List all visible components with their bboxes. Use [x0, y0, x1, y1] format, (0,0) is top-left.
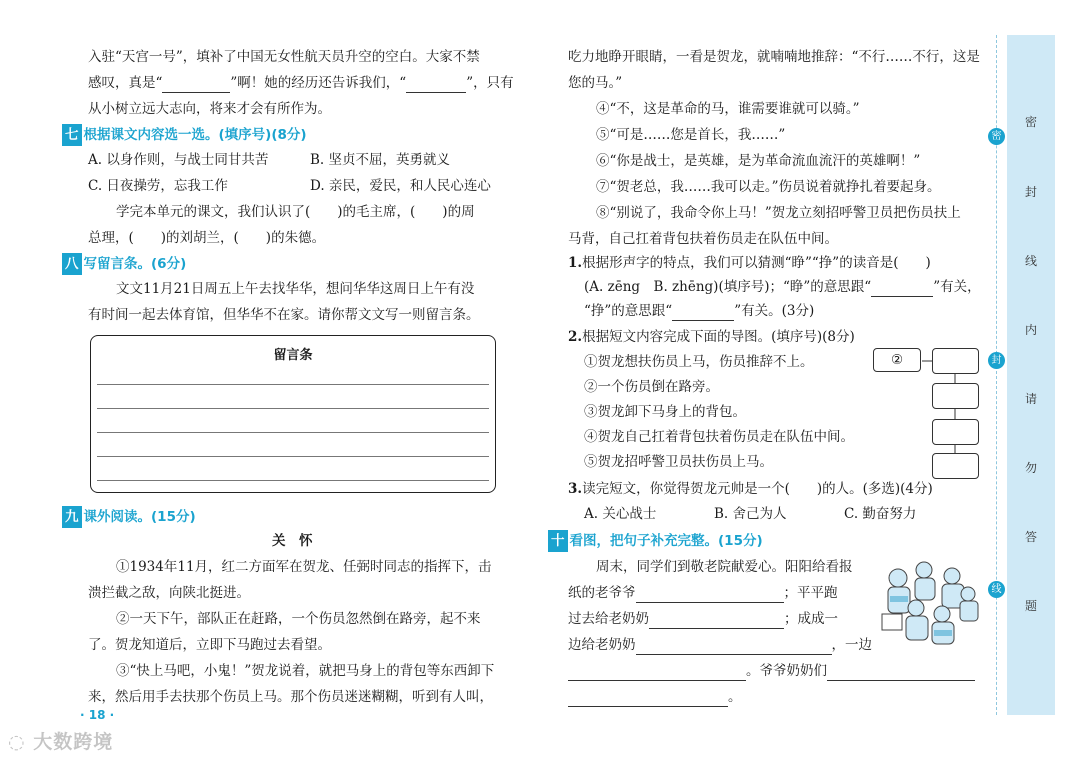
text-line: ⑥“你是战士，是英雄，是为革命流血流汗的英雄啊！”: [596, 153, 921, 169]
fill-blank[interactable]: [649, 613, 784, 629]
text-line: ⑦“贺老总，我……我可以走。”伤员说着就挣扎着要起身。: [596, 179, 941, 195]
text-line: 了。贺龙知道后，立即下马跑过去看望。: [88, 637, 331, 653]
text-line: 。爷爷奶奶们: [568, 661, 975, 681]
question-title: 看图，把句子补充完整。(15分): [569, 533, 763, 549]
text-line: ⑤“可是……您是首长，我……”: [596, 127, 786, 143]
seal-badge: 密: [988, 128, 1005, 145]
text-line: ②一天下午，部队正在赶路，一个伤员忽然倒在路旁，起不来: [116, 611, 481, 627]
text-line: ⑧“别说了，我命令你上马！”贺龙立刻招呼警卫员把伤员扶上: [596, 205, 961, 221]
question-number: 七: [62, 124, 82, 146]
question-title: 根据课文内容选一选。(填序号)(8分): [83, 127, 307, 143]
writing-line[interactable]: [97, 480, 489, 481]
option-c: C. 日夜操劳，忘我工作: [88, 178, 228, 194]
text-line: “挣”的意思跟“ ”有关。(3分): [584, 303, 815, 319]
list-item: ④贺龙自己扛着背包扶着伤员走在队伍中间。: [584, 429, 854, 445]
list-item: ①贺龙想扶伤员上马，伤员推辞不上。: [584, 354, 814, 370]
fill-blank[interactable]: [672, 305, 734, 321]
question-number: 八: [62, 253, 82, 275]
sidebar-char: 线: [1024, 254, 1037, 268]
question-8-heading: [62, 253, 186, 275]
fill-blank[interactable]: [162, 77, 230, 93]
seal-sidebar: [1007, 35, 1055, 715]
fill-blank[interactable]: [827, 665, 975, 681]
text-line: 学完本单元的课文，我们认识了( )的毛主席，( )的周: [116, 204, 475, 220]
question-title: 课外阅读。(15分): [83, 509, 196, 525]
sidebar-char: 请: [1024, 392, 1037, 406]
sidebar-char: 题: [1024, 599, 1037, 613]
fill-blank[interactable]: [636, 639, 832, 655]
question-number: 九: [62, 506, 82, 528]
fill-blank[interactable]: [568, 665, 746, 681]
watermark-text: 大数跨境: [33, 731, 114, 753]
text-line: 马背，自己扛着背包扶着伤员走在队伍中间。: [568, 231, 838, 247]
text-line: 从小树立远大志向，将来才会有所作为。: [88, 101, 331, 117]
subquestion-1: 1.根据形声字的特点，我们可以猜测“睁”“挣”的读音是( ): [568, 255, 931, 271]
article-title: 关 怀: [272, 533, 313, 549]
fill-blank[interactable]: [871, 281, 933, 297]
page-number: · 18 ·: [80, 708, 115, 722]
message-note-title: 留言条: [273, 348, 313, 363]
writing-line[interactable]: [97, 384, 489, 385]
flow-box[interactable]: [932, 348, 979, 374]
text-line: ③“快上马吧，小鬼！”贺龙说着，就把马身上的背包等东西卸下: [116, 663, 495, 679]
text-line: 过去给老奶奶 ；成成一: [568, 611, 838, 627]
writing-line[interactable]: [97, 456, 489, 457]
text-line: 总理，( )的刘胡兰，( )的朱德。: [88, 230, 326, 246]
list-item: ②一个伤员倒在路旁。: [584, 379, 719, 395]
text-line: (A. zēng B. zhēng)(填序号)；“睁”的意思跟“ ”有关，: [584, 279, 981, 295]
flow-box[interactable]: [932, 419, 979, 445]
flow-box[interactable]: [932, 453, 979, 479]
question-9-heading: [62, 506, 196, 528]
option-d: D. 亲民，爱民，和人民心连心: [310, 178, 491, 194]
option-c: C. 勤奋努力: [844, 506, 917, 522]
seal-badge: 线: [988, 581, 1005, 598]
text-line: 文文11月21日周五上午去找华华，想问华华这周日上午有没: [116, 281, 475, 297]
question-10-heading: [548, 530, 763, 552]
option-a: A. 关心战士: [584, 506, 657, 522]
text-line: ①1934年11月，红二方面军在贺龙、任弼时同志的指挥下，击: [116, 559, 492, 575]
fill-blank[interactable]: [406, 77, 466, 93]
text-line: 溃拦截之敌，向陕北挺进。: [88, 585, 250, 601]
writing-line[interactable]: [97, 408, 489, 409]
list-item: ③贺龙卸下马身上的背包。: [584, 404, 746, 420]
text-line: 来，然后用手去扶那个伤员上马。那个伤员迷迷糊糊，听到有人叫，: [88, 689, 493, 705]
text-line: 有时间一起去体育馆，但华华不在家。请你帮文文写一则留言条。: [88, 307, 480, 323]
text-line: 您的马。”: [568, 75, 623, 91]
text-line: 纸的老爷爷 ；平平跑: [568, 585, 838, 601]
sidebar-char: 答: [1024, 530, 1037, 544]
question-title: 写留言条。(6分): [83, 256, 187, 272]
question-number: 十: [548, 530, 568, 552]
sidebar-char: 密: [1024, 115, 1037, 129]
text-line: 边给老奶奶 ，一边: [568, 637, 872, 653]
subquestion-2: 2.根据短文内容完成下面的导图。(填序号)(8分): [568, 329, 855, 345]
text-line: 吃力地睁开眼睛，一看是贺龙，就喃喃地推辞：“不行……不行，这是: [568, 49, 980, 65]
subquestion-3: 3.读完短文，你觉得贺龙元帅是一个( )的人。(多选)(4分): [568, 481, 933, 497]
fill-blank[interactable]: [636, 587, 784, 603]
text-line: ④“不，这是革命的马，谁需要谁就可以骑。”: [596, 101, 860, 117]
text-line: 感叹，真是“ ”啊！她的经历还告诉我们，“ ”，只有: [88, 75, 514, 91]
list-item: ⑤贺龙招呼警卫员扶伤员上马。: [584, 454, 773, 470]
watermark: [8, 727, 113, 754]
text-line: 周末，同学们到敬老院献爱心。阳阳给看报: [596, 559, 853, 575]
seal-badge: 封: [988, 352, 1005, 369]
sidebar-char: 封: [1024, 185, 1037, 199]
flow-box[interactable]: [932, 383, 979, 409]
flow-box-filled: ②: [873, 348, 921, 372]
sidebar-char: 内: [1024, 323, 1037, 337]
text-line: 。: [568, 687, 742, 707]
sidebar-char: 勿: [1024, 461, 1037, 475]
question-7-heading: [62, 124, 307, 146]
text-line: 入驻“天宫一号”，填补了中国无女性航天员升空的空白。大家不禁: [88, 49, 480, 65]
writing-line[interactable]: [97, 432, 489, 433]
nursing-home-illustration: [876, 556, 982, 648]
fill-blank[interactable]: [568, 691, 728, 707]
message-note-box[interactable]: [90, 335, 496, 493]
option-b: B. 坚贞不屈，英勇就义: [310, 152, 451, 168]
watermark-logo-icon: ◌: [8, 731, 26, 753]
option-b: B. 舍己为人: [714, 506, 787, 522]
option-a: A. 以身作则，与战士同甘共苦: [88, 152, 269, 168]
